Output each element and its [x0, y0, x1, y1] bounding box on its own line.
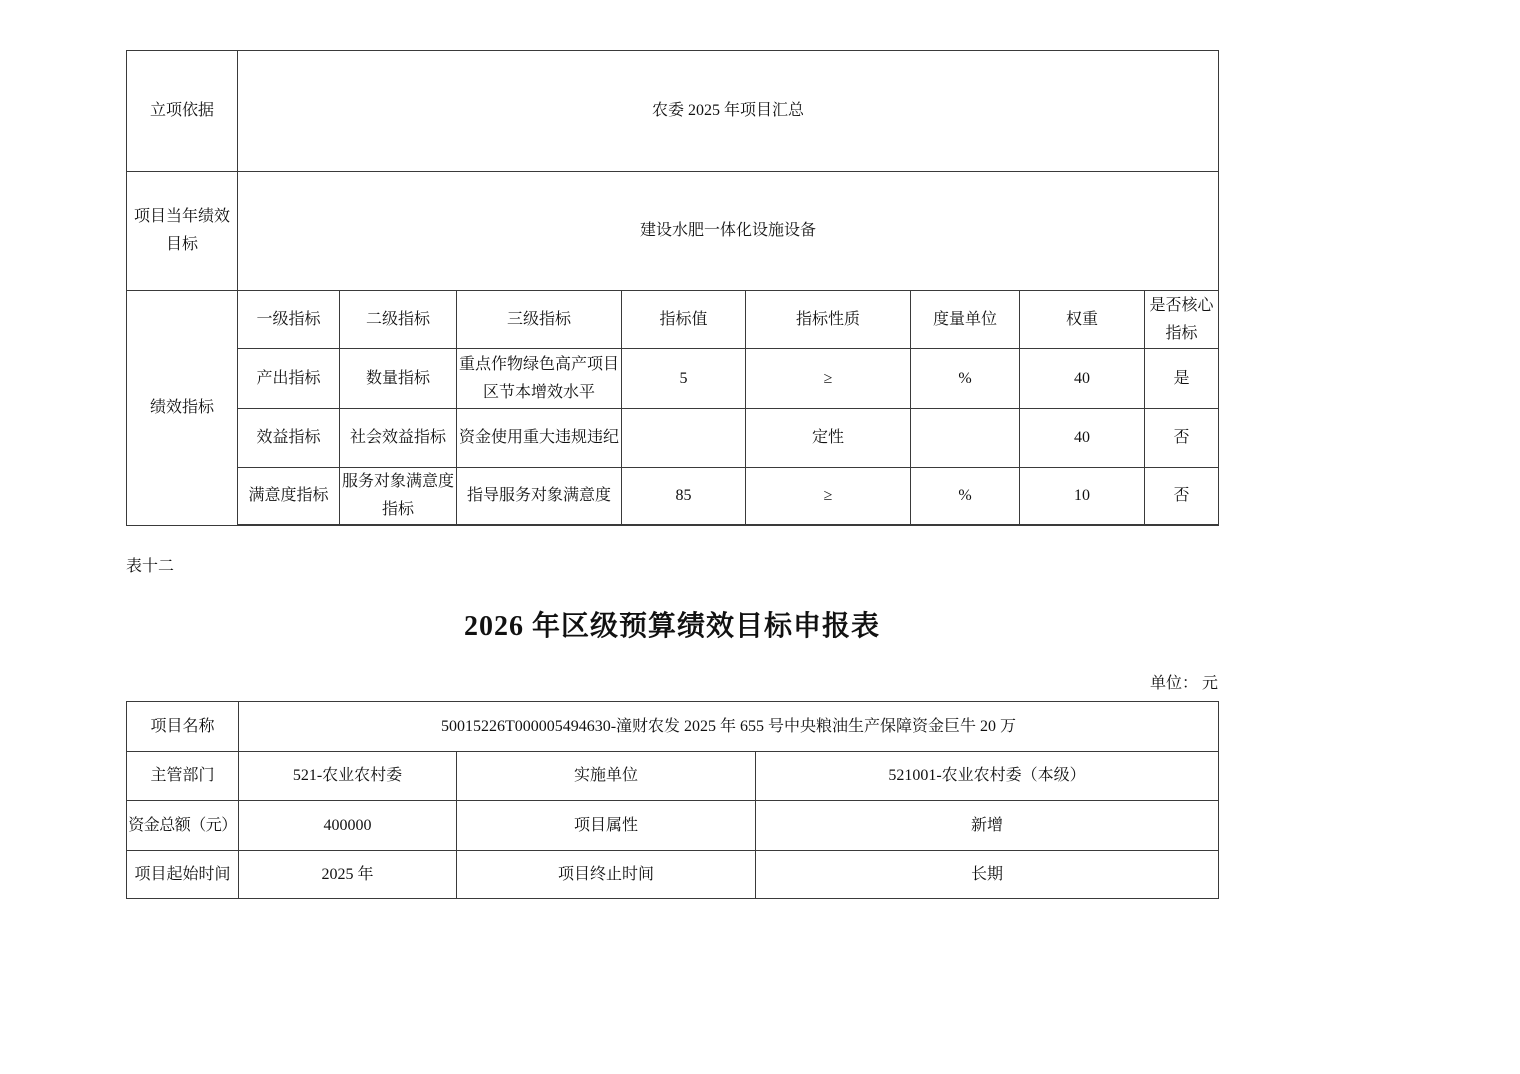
project-declaration-table [126, 701, 1219, 899]
indicator-header-cell: 二级指标 [340, 291, 457, 349]
indicator-header-cell: 指标值 [622, 291, 746, 349]
project-name-value-cell: 50015226T000005494630-潼财农发 2025 年 655 号中央粮油生产保障资金巨牛 20 万 [239, 702, 1219, 752]
indicator-header-cell: 是否核心指标 [1145, 291, 1219, 349]
indicator-cell: 指导服务对象满意度 [457, 468, 622, 526]
annual-goal-label-cell: 项目当年绩效目标 [127, 172, 238, 291]
unit-note: 单位： 元 [1149, 675, 1218, 692]
indicator-cell: 效益指标 [238, 409, 340, 468]
basis-label-cell: 立项依据 [127, 51, 238, 172]
indicator-cell [622, 409, 746, 468]
indicator-cell: 产出指标 [238, 349, 340, 409]
project-name-label-cell: 项目名称 [127, 702, 239, 752]
indicator-cell: 数量指标 [340, 349, 457, 409]
indicator-header-cell: 一级指标 [238, 291, 340, 349]
indicator-cell: 否 [1145, 409, 1219, 468]
attribute-label-cell: 项目属性 [457, 801, 756, 851]
table-number-label: 表十二 [126, 558, 175, 575]
indicator-header-cell: 度量单位 [911, 291, 1020, 349]
indicator-cell: ≥ [746, 349, 911, 409]
impl-unit-value-cell: 521001-农业农村委（本级） [756, 752, 1219, 801]
indicator-cell [911, 409, 1020, 468]
indicator-cell: 40 [1020, 409, 1145, 468]
indicators-label-cell: 绩效指标 [127, 291, 238, 526]
indicator-header-cell: 指标性质 [746, 291, 911, 349]
indicator-cell: 否 [1145, 468, 1219, 526]
indicator-cell: 85 [622, 468, 746, 526]
indicator-header-cell: 权重 [1020, 291, 1145, 349]
indicator-cell: 是 [1145, 349, 1219, 409]
dept-value-cell: 521-农业农村委 [239, 752, 457, 801]
project-performance-table [126, 50, 1219, 526]
total-fund-value-cell: 400000 [239, 801, 457, 851]
start-time-label-cell: 项目起始时间 [127, 851, 239, 899]
annual-goal-value-cell: 建设水肥一体化设施设备 [238, 172, 1219, 291]
total-fund-label-cell: 资金总额（元） [127, 801, 239, 851]
attribute-value-cell: 新增 [756, 801, 1219, 851]
indicator-cell: 重点作物绿色高产项目区节本增效水平 [457, 349, 622, 409]
indicator-cell: 资金使用重大违规违纪 [457, 409, 622, 468]
indicator-header-cell: 三级指标 [457, 291, 622, 349]
basis-value-cell: 农委 2025 年项目汇总 [238, 51, 1219, 172]
impl-unit-label-cell: 实施单位 [457, 752, 756, 801]
indicator-cell: % [911, 349, 1020, 409]
indicator-cell: 5 [622, 349, 746, 409]
dept-label-cell: 主管部门 [127, 752, 239, 801]
indicator-cell: ≥ [746, 468, 911, 526]
start-time-value-cell: 2025 年 [239, 851, 457, 899]
indicator-cell: 社会效益指标 [340, 409, 457, 468]
indicator-cell: 10 [1020, 468, 1145, 526]
indicator-cell: % [911, 468, 1020, 526]
end-time-label-cell: 项目终止时间 [457, 851, 756, 899]
indicator-cell: 定性 [746, 409, 911, 468]
page-title: 2026 年区级预算绩效目标申报表 [463, 611, 880, 642]
indicator-cell: 服务对象满意度指标 [340, 468, 457, 526]
end-time-value-cell: 长期 [756, 851, 1219, 899]
indicator-cell: 满意度指标 [238, 468, 340, 526]
indicator-cell: 40 [1020, 349, 1145, 409]
